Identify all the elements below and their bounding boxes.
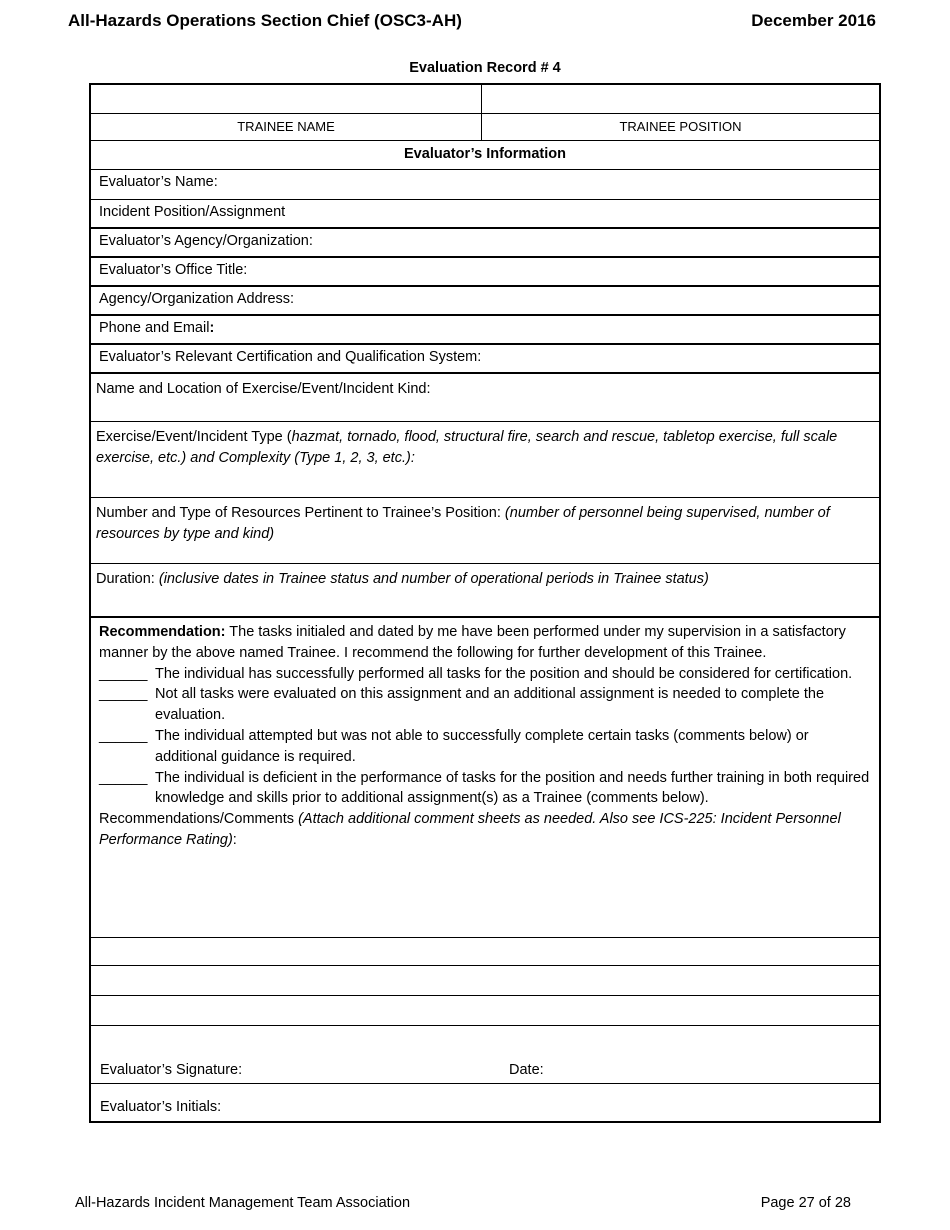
comments-label	[99, 809, 871, 851]
trainee-value-row	[91, 85, 879, 114]
exercise-name-location-field[interactable]: Name and Location of Exercise/Event/Incident Kind:	[91, 374, 879, 422]
agency-field[interactable]: Evaluator’s Agency/Organization:	[91, 229, 879, 258]
date-label[interactable]: Date:	[509, 1062, 544, 1078]
exercise-type-label: Exercise/Event/Incident Type (	[96, 429, 292, 445]
phone-email-colon: :	[209, 320, 215, 336]
document-title: All-Hazards Operations Section Chief (OSC3-AH)	[68, 11, 462, 30]
initials-label[interactable]: Evaluator’s Initials:	[100, 1099, 222, 1115]
trainee-name-label: TRAINEE NAME	[91, 114, 482, 140]
duration-hint: (inclusive dates in Trainee status and number of operational periods in Trainee status)	[158, 571, 709, 587]
comments-prefix: Recommendations/Comments	[99, 811, 299, 828]
comments-hint: (Attach additional comment sheets as needed. Also see ICS-225: Incident Personnel Performance Rating)	[99, 811, 841, 848]
phone-email-label: Phone and Email	[99, 320, 210, 336]
recommendation-intro	[99, 622, 871, 664]
duration-field[interactable]	[91, 564, 879, 618]
recommendation-option[interactable]	[99, 664, 871, 685]
option-text: Not all tasks were evaluated on this assignment and an additional assignment is needed to complete the evaluation.	[155, 686, 825, 724]
comment-line[interactable]	[91, 938, 879, 966]
option-blank[interactable]: ______	[99, 665, 148, 682]
option-text: The individual has successfully performed all tasks for the position and should be considered for certification.	[155, 665, 853, 682]
evaluator-section-title: Evaluator’s Information	[91, 141, 879, 170]
trainee-position-field[interactable]	[482, 85, 879, 113]
signature-label[interactable]: Evaluator’s Signature:	[100, 1062, 243, 1078]
comments-suffix: :	[232, 831, 237, 848]
duration-label: Duration:	[96, 571, 159, 587]
resources-label: Number and Type of Resources Pertinent to Trainee’s Position:	[96, 505, 505, 521]
evaluator-name-field[interactable]: Evaluator’s Name:	[91, 170, 879, 200]
page-number: Page 27 of 28	[760, 1195, 851, 1211]
trainee-position-label: TRAINEE POSITION	[619, 119, 742, 134]
comment-line[interactable]	[91, 966, 879, 996]
recommendation-option[interactable]	[99, 768, 871, 810]
document-date: December 2016	[751, 11, 876, 30]
recommendation-label: Recommendation:	[99, 624, 226, 640]
recommendation-option[interactable]	[99, 726, 871, 768]
option-blank[interactable]: ______	[99, 769, 148, 786]
office-title-field[interactable]: Evaluator’s Office Title:	[91, 258, 879, 287]
option-text: The individual is deficient in the performance of tasks for the position and needs further training in both required knowledge and skills prior to additional assignment(s) as a Trainee (comments below).	[155, 769, 870, 807]
certification-field[interactable]: Evaluator’s Relevant Certification and Qualification System:	[91, 345, 879, 374]
comment-line[interactable]	[91, 996, 879, 1026]
footer-organization: All-Hazards Incident Management Team Association	[75, 1195, 411, 1211]
trainee-name-field[interactable]	[91, 85, 482, 113]
record-title: Evaluation Record # 4	[409, 60, 561, 76]
exercise-type-field[interactable]	[91, 422, 879, 498]
option-blank[interactable]: ______	[99, 727, 148, 744]
initials-row	[91, 1084, 879, 1121]
phone-email-field[interactable]	[91, 316, 879, 345]
recommendation-section	[91, 618, 879, 938]
option-blank[interactable]: ______	[99, 686, 148, 703]
signature-row	[91, 1026, 879, 1084]
trainee-label-row	[91, 114, 879, 141]
resources-hint: (number of personnel being supervised, number of resources by type and kind)	[96, 505, 830, 542]
recommendation-text: The tasks initialed and dated by me have been performed under my supervision in a satisfactory manner by the above named Trainee. I recommend the following for further development of this Trainee.	[99, 624, 846, 661]
recommendation-option[interactable]	[99, 684, 871, 726]
address-field[interactable]: Agency/Organization Address:	[91, 287, 879, 316]
incident-position-field[interactable]: Incident Position/Assignment	[91, 200, 879, 229]
resources-field[interactable]	[91, 498, 879, 564]
exercise-type-hint: hazmat, tornado, flood, structural fire, search and rescue, tabletop exercise, full scale exercise, etc.) and Complexity (Type 1, 2, 3, etc.):	[96, 429, 838, 466]
option-text: The individual attempted but was not able to successfully complete certain tasks (comments below) or additional guidance is required.	[155, 727, 809, 765]
evaluation-form	[89, 83, 881, 1123]
